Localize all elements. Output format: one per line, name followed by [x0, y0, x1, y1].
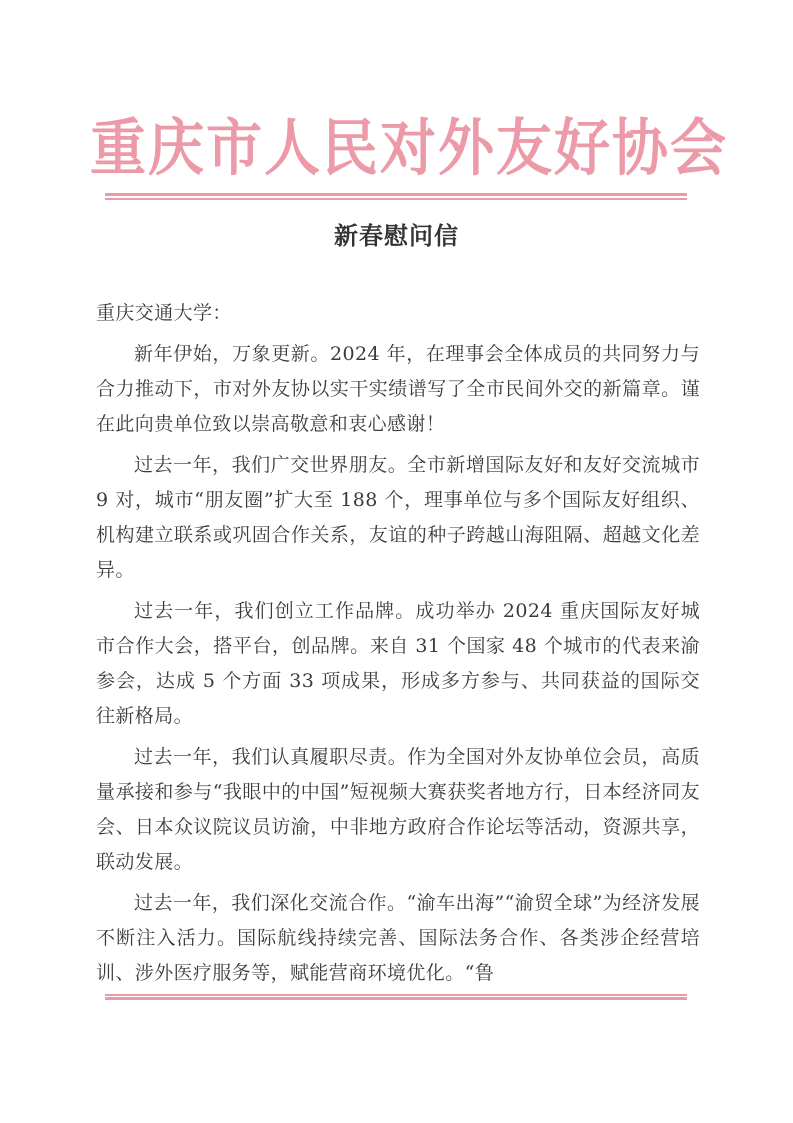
divider-thick-line: [105, 997, 687, 1000]
divider-thin-line: [105, 198, 687, 200]
body-paragraph-5: 过去一年，我们深化交流合作。“渝车出海”“渝贸全球”为经济发展不断注入活力。国际航线持续完善、国际法务合作、各类涉企经营培训、涉外医疗服务等，赋能营商环境优化。“鲁: [96, 892, 700, 984]
body-paragraph-4: 过去一年，我们认真履职尽责。作为全国对外友协单位会员，高质量承接和参与“我眼中的中国”短视频大赛获奖者地方行，日本经济同友会、日本众议院议员访渝，中非地方政府合作论坛等活动，资源共享，联动发展。: [96, 746, 700, 873]
letterhead-divider-bottom: [105, 994, 687, 1001]
letter-body: [96, 296, 700, 991]
letterhead-divider-top: [105, 193, 687, 200]
divider-thin-line: [105, 994, 687, 996]
salutation: 重庆交通大学：: [96, 302, 232, 324]
body-paragraph-2: 过去一年，我们广交世界朋友。全市新增国际友好和友好交流城市 9 对，城市“朋友圈”扩大至 188 个，理事单位与多个国际友好组织、机构建立联系或巩固合作关系，友谊的种子跨越山海阻隔、超越文化差异。: [96, 454, 700, 581]
body-paragraph-1: 新年伊始，万象更新。2024 年，在理事会全体成员的共同努力与合力推动下，市对外友协以实干实绩谱写了全市民间外交的新篇章。谨在此向贵单位致以崇高敬意和衷心感谢！: [96, 343, 700, 435]
body-paragraph-3: 过去一年，我们创立工作品牌。成功举办 2024 重庆国际友好城市合作大会，搭平台，创品牌。来自 31 个国家 48 个城市的代表来渝参会，达成 5 个方面 33 项成果，形成多方参与、共同获益的国际交往新格局。: [96, 600, 700, 727]
divider-thick-line: [105, 193, 687, 196]
letter-title: 新春慰问信: [334, 221, 459, 250]
organization-letterhead: 重庆市人民对外友好协会: [90, 111, 728, 185]
